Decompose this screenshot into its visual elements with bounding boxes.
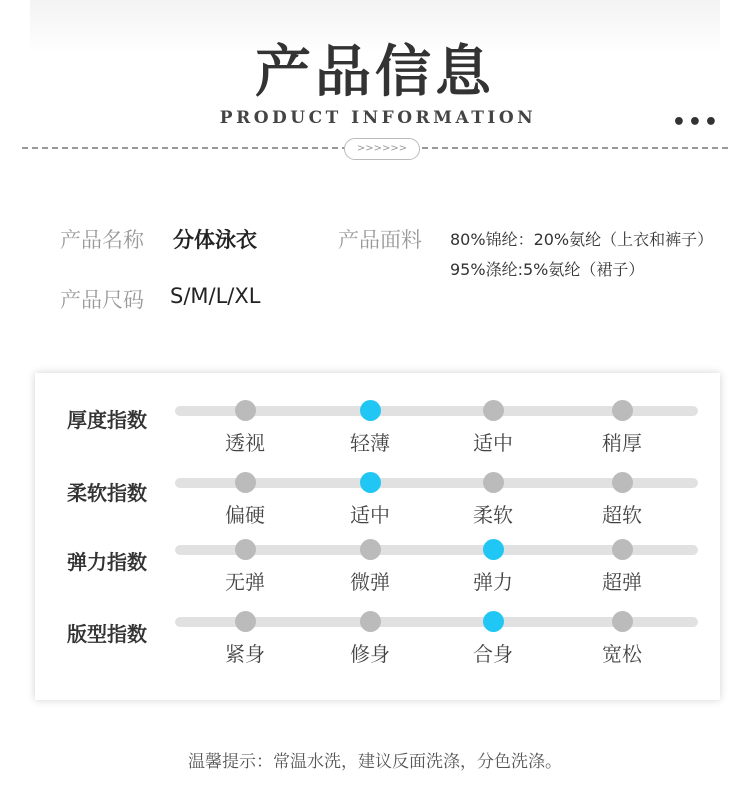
index-option-label: 超软: [602, 503, 642, 527]
index-dot[interactable]: [612, 472, 633, 493]
index-dot-selected[interactable]: [360, 472, 381, 493]
index-card: [35, 373, 720, 700]
index-option-label: 适中: [350, 503, 390, 527]
index-option-label: 柔软: [473, 503, 513, 527]
index-track[interactable]: [175, 545, 698, 555]
index-option-label: 微弹: [350, 570, 390, 594]
index-option-label: 修身: [350, 642, 390, 666]
index-option-label: 合身: [473, 642, 513, 666]
index-dot[interactable]: [235, 539, 256, 560]
size-value: S/M/L/XL: [170, 284, 261, 308]
material-label: 产品面料: [338, 228, 422, 252]
index-option-label: 弹力: [473, 570, 513, 594]
index-label: 版型指数: [67, 622, 147, 646]
index-option-label: 偏硬: [225, 503, 265, 527]
product-name-value: 分体泳衣: [173, 228, 257, 252]
index-dot[interactable]: [360, 611, 381, 632]
index-option-label: 稍厚: [602, 431, 642, 455]
material-value: 80%锦纶：20%氨纶（上衣和裤子）95%涤纶:5%氨纶（裙子）: [450, 230, 714, 279]
size-label: 产品尺码: [60, 288, 144, 312]
index-dot[interactable]: [235, 400, 256, 421]
index-dot[interactable]: [235, 472, 256, 493]
index-dot[interactable]: [483, 472, 504, 493]
care-tip: 温馨提示：常温水洗，建议反面洗涤，分色洗涤。: [188, 752, 562, 772]
page-title: 产品信息: [255, 40, 495, 105]
index-dot[interactable]: [235, 611, 256, 632]
index-option-label: 无弹: [225, 570, 265, 594]
index-dot[interactable]: [612, 400, 633, 421]
more-icon: •••: [671, 110, 720, 135]
index-track[interactable]: [175, 406, 698, 416]
index-option-label: 适中: [473, 431, 513, 455]
index-track[interactable]: [175, 617, 698, 627]
index-dot-selected[interactable]: [483, 539, 504, 560]
index-option-label: 透视: [225, 431, 265, 455]
arrows-badge: >>>>>>: [344, 138, 420, 160]
index-dot-selected[interactable]: [360, 400, 381, 421]
index-track[interactable]: [175, 478, 698, 488]
product-name-label: 产品名称: [60, 228, 144, 252]
index-dot[interactable]: [612, 539, 633, 560]
index-option-label: 宽松: [602, 642, 642, 666]
page-subtitle: PRODUCT INFORMATION: [219, 108, 537, 128]
index-dot-selected[interactable]: [483, 611, 504, 632]
index-option-label: 轻薄: [350, 431, 390, 455]
index-label: 弹力指数: [67, 550, 147, 574]
index-option-label: 紧身: [225, 642, 265, 666]
index-dot[interactable]: [360, 539, 381, 560]
index-dot[interactable]: [612, 611, 633, 632]
index-label: 柔软指数: [67, 481, 147, 505]
index-option-label: 超弹: [602, 570, 642, 594]
index-dot[interactable]: [483, 400, 504, 421]
index-label: 厚度指数: [67, 408, 147, 432]
